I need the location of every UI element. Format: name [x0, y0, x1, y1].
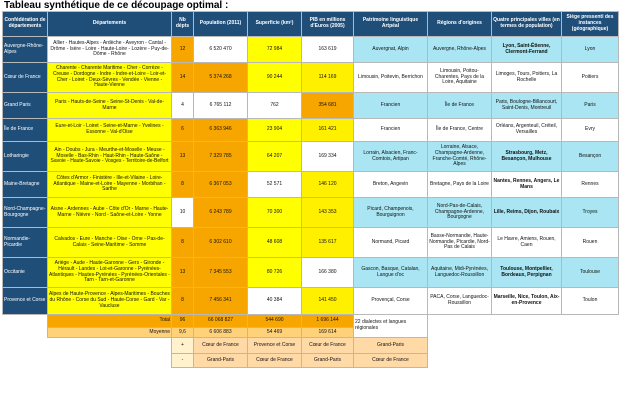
orig-cell: Aquitaine, Midi-Pyrénées, Languedoc-Roussillon — [428, 258, 492, 288]
header-pop: Population (2011) — [194, 12, 248, 37]
cities-cell: Limoges, Tours, Poitiers, La Rochelle — [492, 63, 562, 93]
depts-cell: Calvados - Eure - Manche - Oise - Orne - Pas-de-Calais - Seine-Maritime - Somme — [48, 228, 172, 258]
cities-text: Marseille, Nice, Toulon, Aix-en-Provence — [493, 294, 560, 306]
seat-cell: Evry — [562, 119, 619, 142]
table-row — [3, 37, 619, 63]
region-cell: Normandie-Picardie — [3, 228, 48, 258]
spacer — [428, 338, 619, 354]
nb-cell: 8 — [172, 288, 194, 315]
sup-cell: 40 384 — [248, 288, 302, 315]
region-cell: Maine-Bretagne — [3, 172, 48, 198]
pop-cell: 6 363 946 — [194, 119, 248, 142]
spacer — [3, 328, 48, 338]
spacer — [3, 338, 172, 354]
pib-cell: 135 617 — [302, 228, 354, 258]
nb-cell: 13 — [172, 142, 194, 172]
cities-cell — [492, 288, 562, 315]
max-pib: Grand-Paris — [354, 338, 428, 354]
pib-cell: 354 681 — [302, 93, 354, 119]
spacer — [3, 354, 172, 368]
average-sup: 54 469 — [248, 328, 302, 338]
lang-cell: Limousin, Poitevin, Berrichon — [354, 63, 428, 93]
seat-cell: Lyon — [562, 37, 619, 63]
pop-cell: 7 345 553 — [194, 258, 248, 288]
cities-cell: Le Havre, Amiens, Rouen, Caen — [492, 228, 562, 258]
pop-cell: 6 243 789 — [194, 198, 248, 228]
orig-cell: Lorraine, Alsace, Champagne-Ardenne, Franche-Comté, Rhône-Alpes — [428, 142, 492, 172]
header-nb: Nb dépts — [172, 12, 194, 37]
total-pib: 1 696 144 — [302, 315, 354, 328]
min-nb: Grand-Paris — [194, 354, 248, 368]
cities-cell — [492, 258, 562, 288]
lang-cell: Auvergnat, Alpin — [354, 37, 428, 63]
header-orig: Régions d'origines — [428, 12, 492, 37]
total-nb: 96 — [172, 315, 194, 328]
total-label: Total — [48, 315, 172, 328]
average-pib: 169 614 — [302, 328, 354, 338]
depts-cell: Aisne - Ardennes - Aube - Côte d'Or - Marne - Haute-Marne - Nièvre - Nord - Saône-et-Loire - Yonne — [48, 198, 172, 228]
lang-cell: Gascon, Basque, Catalan, Langue d'oc — [354, 258, 428, 288]
sup-cell: 52 571 — [248, 172, 302, 198]
spacer — [428, 354, 619, 368]
spacer — [428, 315, 619, 338]
table-row — [3, 258, 619, 288]
cities-cell — [492, 172, 562, 198]
sup-cell: 64 207 — [248, 142, 302, 172]
max-pop: Provence et Corse — [248, 338, 302, 354]
pop-cell: 6 520 470 — [194, 37, 248, 63]
nb-cell: 8 — [172, 228, 194, 258]
sup-cell: 23 904 — [248, 119, 302, 142]
average-pop: 6 606 883 — [194, 328, 248, 338]
total-pop: 66 068 827 — [194, 315, 248, 328]
table-row — [3, 142, 619, 172]
min-row — [3, 354, 619, 368]
depts-cell: Côtes d'Armor - Finistère - Ille-et-Vilaine - Loire-Atlantique - Maine-et-Loire - Mayenne - Morbihan - Sarthe — [48, 172, 172, 198]
depts-cell: Allier - Hautes-Alpes - Ardèche - Aveyron - Cantal - Drôme - Isère - Loire - Haute-Loire - Lozère - Puy-de-Dôme - Rhône — [48, 37, 172, 63]
min-sup: Grand-Paris — [302, 354, 354, 368]
nb-cell: 10 — [172, 198, 194, 228]
cities-text: Nantes, Rennes, Angers, Le Mans — [493, 177, 560, 190]
depts-cell: Paris - Hauts-de-Seine - Seine-St-Denis - Val-de-Marne — [48, 93, 172, 119]
min-pib: Cœur de France — [354, 354, 428, 368]
average-nb: 9,6 — [172, 328, 194, 338]
lang-cell: Normand, Picard — [354, 228, 428, 258]
total-row — [3, 315, 619, 328]
pib-cell: 163 619 — [302, 37, 354, 63]
header-region: Confédération de départements — [3, 12, 48, 37]
table-row — [3, 172, 619, 198]
region-cell: Nord-Champagne-Bourgogne — [3, 198, 48, 228]
max-sup: Cœur de France — [302, 338, 354, 354]
sup-cell: 90 244 — [248, 63, 302, 93]
pop-cell: 7 329 785 — [194, 142, 248, 172]
sup-cell: 48 608 — [248, 228, 302, 258]
orig-cell: PACA, Corse, Languedoc-Roussillon — [428, 288, 492, 315]
orig-cell: Auvergne, Rhône-Alpes — [428, 37, 492, 63]
cities-text: Toulouse, Montpellier, Bordeaux, Perpignan — [500, 265, 553, 278]
region-cell: Occitanie — [3, 258, 48, 288]
orig-cell: Nord-Pas-de-Calais, Champagne-Ardenne, Bourgogne — [428, 198, 492, 228]
lang-cell: Lorrain, Alsacien, Franc-Comtois, Artipan — [354, 142, 428, 172]
header-lang: Patrimoine linguistique Artpéal — [354, 12, 428, 37]
pib-cell: 141 450 — [302, 288, 354, 315]
table-row — [3, 198, 619, 228]
pop-cell: 5 374 268 — [194, 63, 248, 93]
lang-cell: Picard, Champenois, Bourguignon — [354, 198, 428, 228]
depts-cell: Eure-et-Loir - Loiret - Seine-et-Marne - Yvelines - Essonne - Val-d'Oise — [48, 119, 172, 142]
depts-cell: Alpes de Haute-Provence - Alpes-Maritimes - Bouches du Rhône - Corse du Sud - Haute-Corse - Gard - Var - Vaucluse — [48, 288, 172, 315]
region-cell: Provence et Corse — [3, 288, 48, 315]
region-cell: Auvergne-Rhône-Alpes — [3, 37, 48, 63]
cities-cell: Paris, Boulogne-Billancourt, Saint-Denis, Montreuil — [492, 93, 562, 119]
seat-cell: Paris — [562, 93, 619, 119]
seat-cell: Rennes — [562, 172, 619, 198]
lang-cell: Provençal, Corse — [354, 288, 428, 315]
table-header-row — [3, 12, 619, 37]
max-nb: Cœur de France — [194, 338, 248, 354]
seat-cell: Poitiers — [562, 63, 619, 93]
cities-cell — [492, 142, 562, 172]
depts-cell: Ain - Doubs - Jura - Meurthe-et-Moselle - Meuse - Moselle - Bas-Rhin - Haut-Rhin - Haute-Saône - Savoie - Haute-Savoie - Vosges - Territoire-de-Belfort — [48, 142, 172, 172]
orig-cell: Basse-Normandie, Haute-Normandie, Picardie, Nord-Pas de Calais — [428, 228, 492, 258]
max-label: + — [172, 338, 194, 354]
pop-cell: 6 367 053 — [194, 172, 248, 198]
nb-cell: 13 — [172, 258, 194, 288]
pop-cell: 6 765 112 — [194, 93, 248, 119]
cities-cell — [492, 37, 562, 63]
pib-cell: 169 334 — [302, 142, 354, 172]
min-pop: Cœur de France — [248, 354, 302, 368]
lang-cell: Breton, Angevin — [354, 172, 428, 198]
sup-cell: 762 — [248, 93, 302, 119]
orig-cell: Limousin, Poitou-Charentes, Pays de la Loire, Aquitaine — [428, 63, 492, 93]
pop-cell: 6 302 610 — [194, 228, 248, 258]
nb-cell: 14 — [172, 63, 194, 93]
cities-cell — [492, 198, 562, 228]
seat-cell: Besançon — [562, 142, 619, 172]
table-row — [3, 228, 619, 258]
total-sup: 544 690 — [248, 315, 302, 328]
header-sup: Superficie (km²) — [248, 12, 302, 37]
cities-text: Strasbourg, Metz, Besançon, Mulhouse — [501, 149, 552, 162]
seat-cell: Rouen — [562, 228, 619, 258]
nb-cell: 12 — [172, 37, 194, 63]
pop-cell: 7 456 341 — [194, 288, 248, 315]
sup-cell: 80 726 — [248, 258, 302, 288]
depts-cell: Charente - Charente Maritime - Cher - Corrèze - Creuse - Dordogne - Indre - Indre-et-Loire - Loir-et-Cher - Loiret - Deux-Sèvres - Vendée - Vienne - Haute-Vienne — [48, 63, 172, 93]
lang-cell: Francien — [354, 93, 428, 119]
average-label: Moyenne — [48, 328, 172, 338]
header-cities: Quatre principales villes (en termes de population) — [492, 12, 562, 37]
cities-text: Lyon, Saint-Étienne, Clermont-Ferrand — [502, 42, 551, 55]
pib-cell: 143 353 — [302, 198, 354, 228]
sup-cell: 72 984 — [248, 37, 302, 63]
table-row — [3, 288, 619, 315]
cities-text: Lille, Reims, Dijon, Roubaix — [493, 208, 560, 215]
seat-cell: Toulouse — [562, 258, 619, 288]
orig-cell: Bretagne, Pays de la Loire — [428, 172, 492, 198]
page-title: Tableau synthétique de ce découpage optimal : — [4, 0, 229, 11]
max-row — [3, 338, 619, 354]
sup-cell: 70 300 — [248, 198, 302, 228]
synthesis-table — [2, 11, 619, 368]
header-depts: Départements — [48, 12, 172, 37]
header-seat: Siège pressenti des instances (géographique) — [562, 12, 619, 37]
pib-cell: 161 421 — [302, 119, 354, 142]
nb-cell: 6 — [172, 119, 194, 142]
orig-cell: Île de France, Centre — [428, 119, 492, 142]
pib-cell: 166 380 — [302, 258, 354, 288]
nb-cell: 4 — [172, 93, 194, 119]
seat-cell: Troyes — [562, 198, 619, 228]
min-label: - — [172, 354, 194, 368]
nb-cell: 8 — [172, 172, 194, 198]
region-cell: Lotharingie — [3, 142, 48, 172]
depts-cell: Ariège - Aude - Haute-Garonne - Gers - Gironde - Hérault - Landes - Lot-et-Garonne - Pyrénées-Atlantiques - Hautes-Pyrénées - Pyrénées-Orientales - Tarn - Tarn-et-Garonne — [48, 258, 172, 288]
region-cell: Île de France — [3, 119, 48, 142]
table-row — [3, 93, 619, 119]
pib-cell: 114 169 — [302, 63, 354, 93]
orig-cell: Île de France — [428, 93, 492, 119]
header-pib: PIB en millions d'Euros (2005) — [302, 12, 354, 37]
table-row — [3, 119, 619, 142]
pib-cell: 146 120 — [302, 172, 354, 198]
region-cell: Cœur de France — [3, 63, 48, 93]
lang-cell: Francien — [354, 119, 428, 142]
seat-cell: Toulon — [562, 288, 619, 315]
table-row — [3, 63, 619, 93]
region-cell: Grand Paris — [3, 93, 48, 119]
total-lang: 22 dialectes et langues régionales — [354, 315, 428, 338]
spacer — [3, 315, 48, 328]
cities-cell: Orléans, Argenteuil, Créteil, Versailles — [492, 119, 562, 142]
